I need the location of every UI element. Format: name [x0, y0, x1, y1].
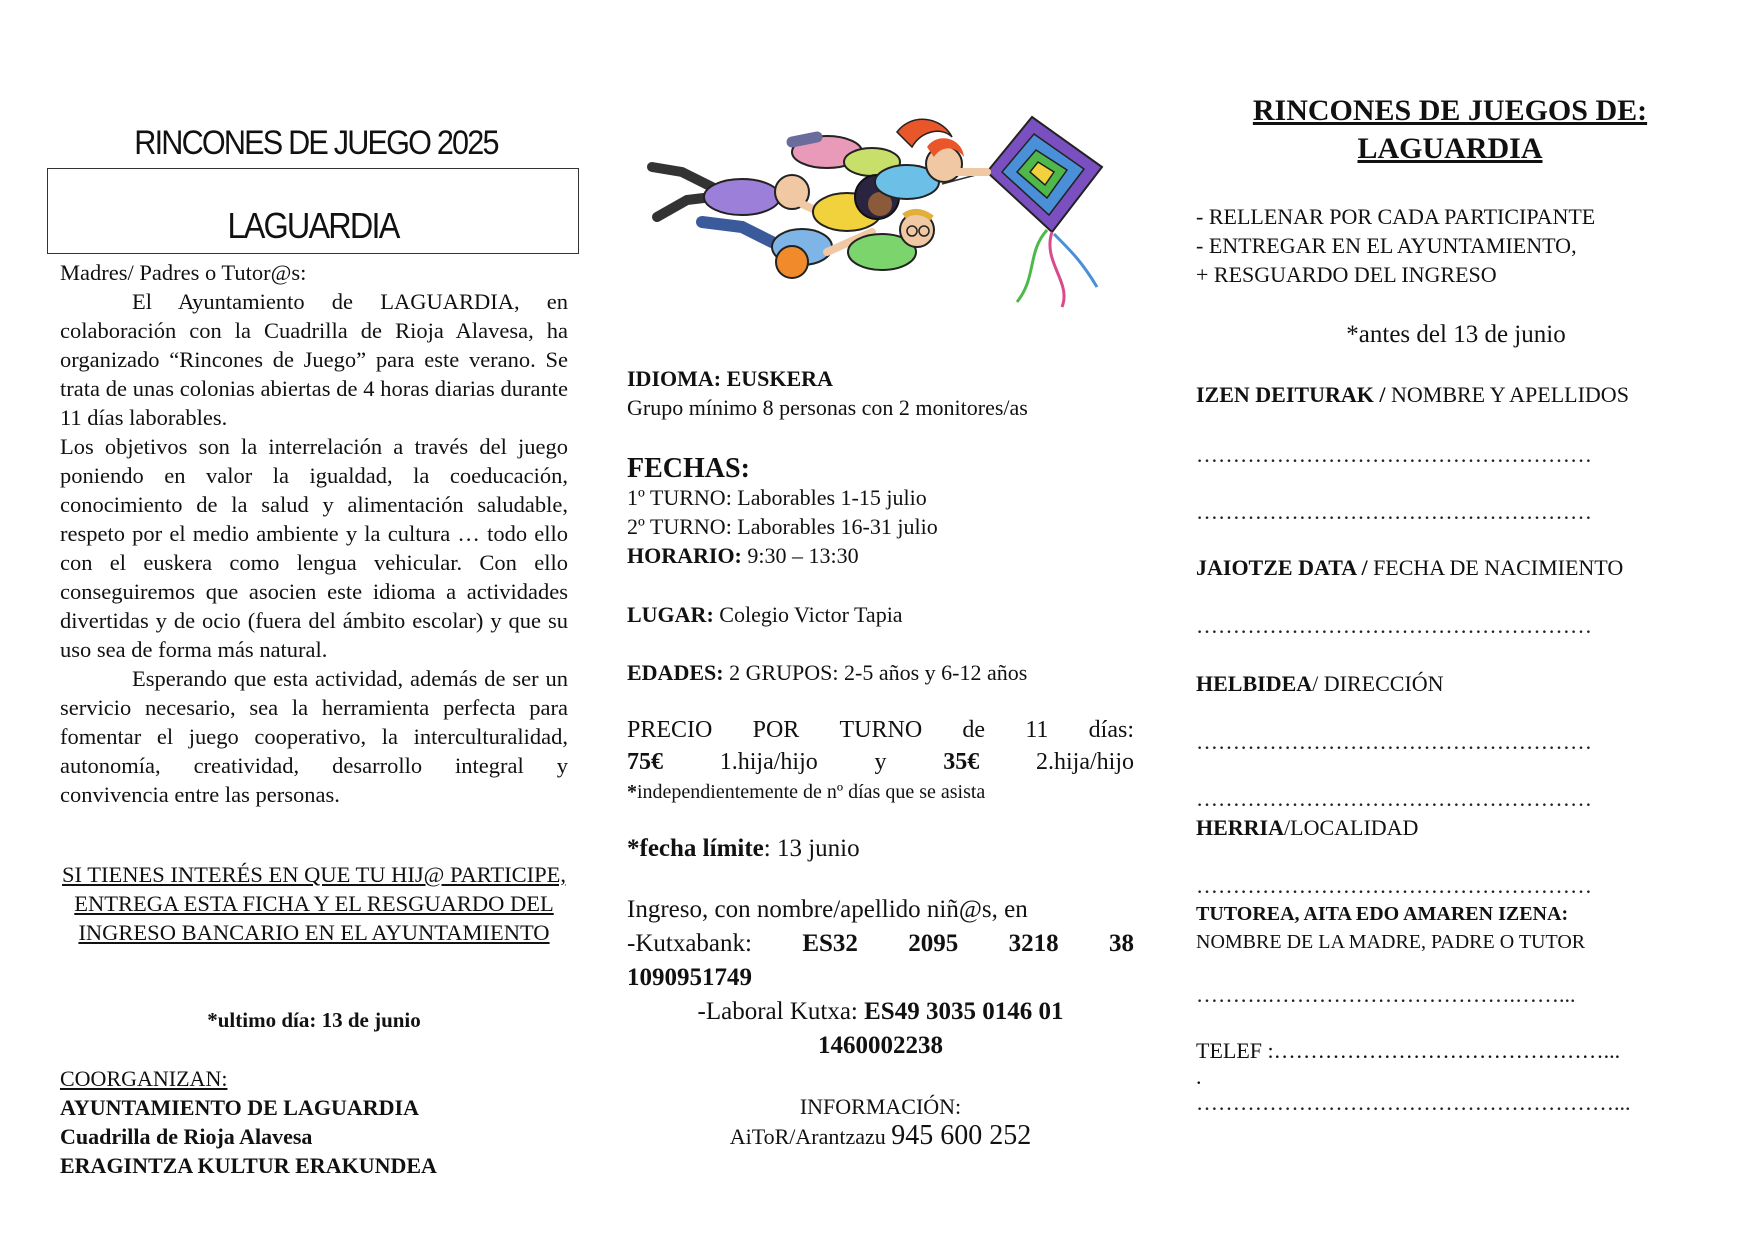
instruction: - RELLENAR POR CADA PARTICIPANTE	[1196, 204, 1596, 229]
price-word: días:	[1088, 717, 1134, 743]
coorganizers	[60, 1064, 437, 1180]
address-line-2[interactable]: ………………………………………………	[1196, 786, 1592, 811]
town-name: LAGUARDIA	[227, 205, 399, 246]
brochure-title: RINCONES DE JUEGO 2025	[134, 124, 498, 162]
price-note-text: independientemente de nº días que se asista	[637, 781, 986, 803]
last-day: *ultimo día: 13 de junio	[207, 1008, 421, 1032]
price-and: y	[874, 749, 887, 775]
laboral-iban: ES49 3035 0146 01	[864, 998, 1064, 1025]
price-word: POR	[752, 717, 800, 743]
price-word: de	[962, 717, 986, 743]
intro-text	[60, 258, 568, 809]
kutxabank-iban-end: 1090951749	[627, 964, 752, 991]
coorg-item: Cuadrilla de Rioja Alavesa	[60, 1124, 313, 1149]
coorg-item: ERAGINTZA KULTUR ERAKUNDEA	[60, 1153, 437, 1178]
dates-section	[627, 454, 1134, 570]
kutxabank-label: -Kutxabank:	[627, 930, 752, 957]
price-word: TURNO	[839, 717, 923, 743]
address-label-es: / DIRECCIÓN	[1312, 671, 1444, 696]
tutor-label-eu: TUTOREA, AITA EDO AMAREN IZENA:	[1196, 903, 1569, 925]
horario-label: HORARIO:	[627, 543, 742, 568]
idioma-section	[627, 364, 1134, 422]
payment-section	[627, 893, 1134, 1063]
town-field	[1196, 813, 1716, 842]
location	[627, 600, 1134, 629]
lugar-label: LUGAR:	[627, 602, 714, 627]
call-to-action: SI TIENES INTERÉS EN QUE TU HIJ@ PARTICIPE, ENTREGA ESTA FICHA Y EL RESGUARDO DEL INGRESO BANCARIO EN EL AYUNTAMIENTO	[62, 862, 566, 945]
laboral-iban-end: 1460002238	[818, 1032, 943, 1059]
turno-2: 2º TURNO: Laborables 16-31 julio	[627, 514, 938, 539]
address-line-1[interactable]: ………………………………………………	[1196, 729, 1592, 754]
paragraph-2: Los objetivos son la interrelación a través del juego poniendo en valor la igualdad, la coeducación, conocimiento de la salud y alimentación saludable, respeto por el medio ambiente y la cultura … todo ello con el euskera como lengua vehicular. Con ello conseguiremos que asocien este idioma a actividades divertidas y de ocio (fuera del ámbito escolar) y que su uso sea de forma más natural.	[60, 434, 568, 662]
fechas-heading: FECHAS:	[627, 453, 750, 484]
form-deadline: *antes del 13 de junio	[1346, 321, 1566, 348]
address-field	[1196, 669, 1716, 698]
deadline	[627, 832, 1134, 866]
name-label-es: NOMBRE Y APELLIDOS	[1385, 382, 1629, 407]
instruction: - ENTREGAR EN EL AYUNTAMIENTO,	[1196, 233, 1577, 258]
limite-value: : 13 junio	[763, 835, 860, 862]
edades-value: 2 GRUPOS: 2-5 años y 6-12 años	[723, 660, 1028, 685]
info-label: INFORMACIÓN:	[799, 1094, 962, 1119]
price-word: 11	[1025, 717, 1049, 743]
ingreso-text: Ingreso, con nombre/apellido niñ@s, en	[627, 896, 1028, 923]
asterisk: *	[627, 781, 637, 803]
iban-part: ES32	[802, 930, 858, 957]
coorg-item: AYUNTAMIENTO DE LAGUARDIA	[60, 1095, 419, 1120]
town-box	[47, 168, 579, 254]
idioma-label: IDIOMA: EUSKERA	[627, 366, 833, 391]
town-line[interactable]: ………………………………………………	[1196, 873, 1592, 898]
edades-label: EDADES:	[627, 660, 724, 685]
price-second-child: 35€	[943, 749, 980, 775]
laboral-line	[627, 995, 1134, 1029]
info-contact: AiToR/Arantzazu	[729, 1124, 892, 1149]
instructions	[1196, 202, 1716, 289]
phone-field[interactable]: TELEF :………………………………………...	[1196, 1038, 1621, 1063]
price-word: PRECIO	[627, 717, 713, 743]
address-label-eu: HELBIDEA	[1196, 671, 1313, 696]
children-kite-illustration	[642, 112, 1110, 312]
price-first-child: 75€	[627, 749, 663, 775]
birth-label-es: FECHA DE NACIMIENTO	[1367, 555, 1624, 580]
paragraph-1: El Ayuntamiento de LAGUARDIA, en colaboración con la Cuadrilla de Rioja Alavesa, ha organizado “Rincones de Juego” para este verano. Se trata de unas colonias abiertas de 4 horas diarias durante 11 días laborables.	[60, 289, 568, 430]
town-label-es: /LOCALIDAD	[1284, 815, 1419, 840]
town-label-eu: HERRIA	[1196, 815, 1285, 840]
form-title-line-2: LAGUARDIA	[1357, 132, 1543, 165]
tutor-field	[1196, 900, 1716, 956]
lugar-value: Colegio Victor Tapia	[713, 602, 903, 627]
birth-line[interactable]: ………………………………………………	[1196, 613, 1592, 638]
coorg-label: COORGANIZAN:	[60, 1066, 228, 1091]
ages	[627, 658, 1134, 687]
name-line-2[interactable]: ………………………………………………	[1196, 499, 1592, 524]
tutor-line[interactable]: ……….…………………………….……...	[1196, 982, 1576, 1007]
group-size: Grupo mínimo 8 personas con 2 monitores/as	[627, 395, 1028, 420]
price-heading	[627, 714, 1134, 746]
form-title-line-1: RINCONES DE JUEGOS DE:	[1252, 94, 1648, 127]
salutation: Madres/ Padres o Tutor@s:	[60, 260, 307, 285]
price-note	[627, 778, 1134, 806]
limite-label: *fecha límite	[627, 835, 764, 862]
horario-value: 9:30 – 13:30	[741, 543, 859, 568]
kutxabank-line	[627, 927, 1134, 961]
price-first-label: 1.hija/hijo	[719, 749, 818, 775]
phone-line-2[interactable]: …………………………………………………...	[1196, 1090, 1631, 1115]
iban-part: 2095	[908, 930, 959, 957]
paragraph-3: Esperando que esta actividad, además de ser un servicio necesario, sea la herramienta perfecta para fomentar el juego cooperativo, la interculturalidad, autonomía, creatividad, desarrollo integral y convivencia entre las personas.	[60, 666, 568, 807]
birth-label-eu: JAIOTZE DATA /	[1196, 555, 1368, 580]
birth-field	[1196, 553, 1716, 582]
form-title	[1190, 92, 1710, 168]
name-line-1[interactable]: ………………………………………………	[1196, 442, 1592, 467]
laboral-label: -Laboral Kutxa:	[697, 998, 865, 1025]
turno-1: 1º TURNO: Laborables 1-15 julio	[627, 485, 927, 510]
price-second-label: 2.hija/hijo	[1036, 749, 1134, 775]
info-contact-line	[627, 1121, 1134, 1151]
kite-icon	[942, 117, 1102, 307]
price-section	[627, 714, 1134, 806]
schedule	[627, 541, 1134, 570]
info-phone: 945 600 252	[891, 1120, 1032, 1151]
name-label-eu: IZEN DEITURAK /	[1196, 382, 1386, 407]
price-values	[627, 746, 1134, 778]
tutor-label-es: NOMBRE DE LA MADRE, PADRE O TUTOR	[1196, 931, 1586, 953]
iban-part: 38	[1109, 930, 1134, 957]
name-field	[1196, 380, 1716, 409]
iban-part: 3218	[1008, 930, 1059, 957]
instruction: + RESGUARDO DEL INGRESO	[1196, 262, 1497, 287]
phone-dot: .	[1196, 1064, 1202, 1089]
info-section	[627, 1092, 1134, 1151]
